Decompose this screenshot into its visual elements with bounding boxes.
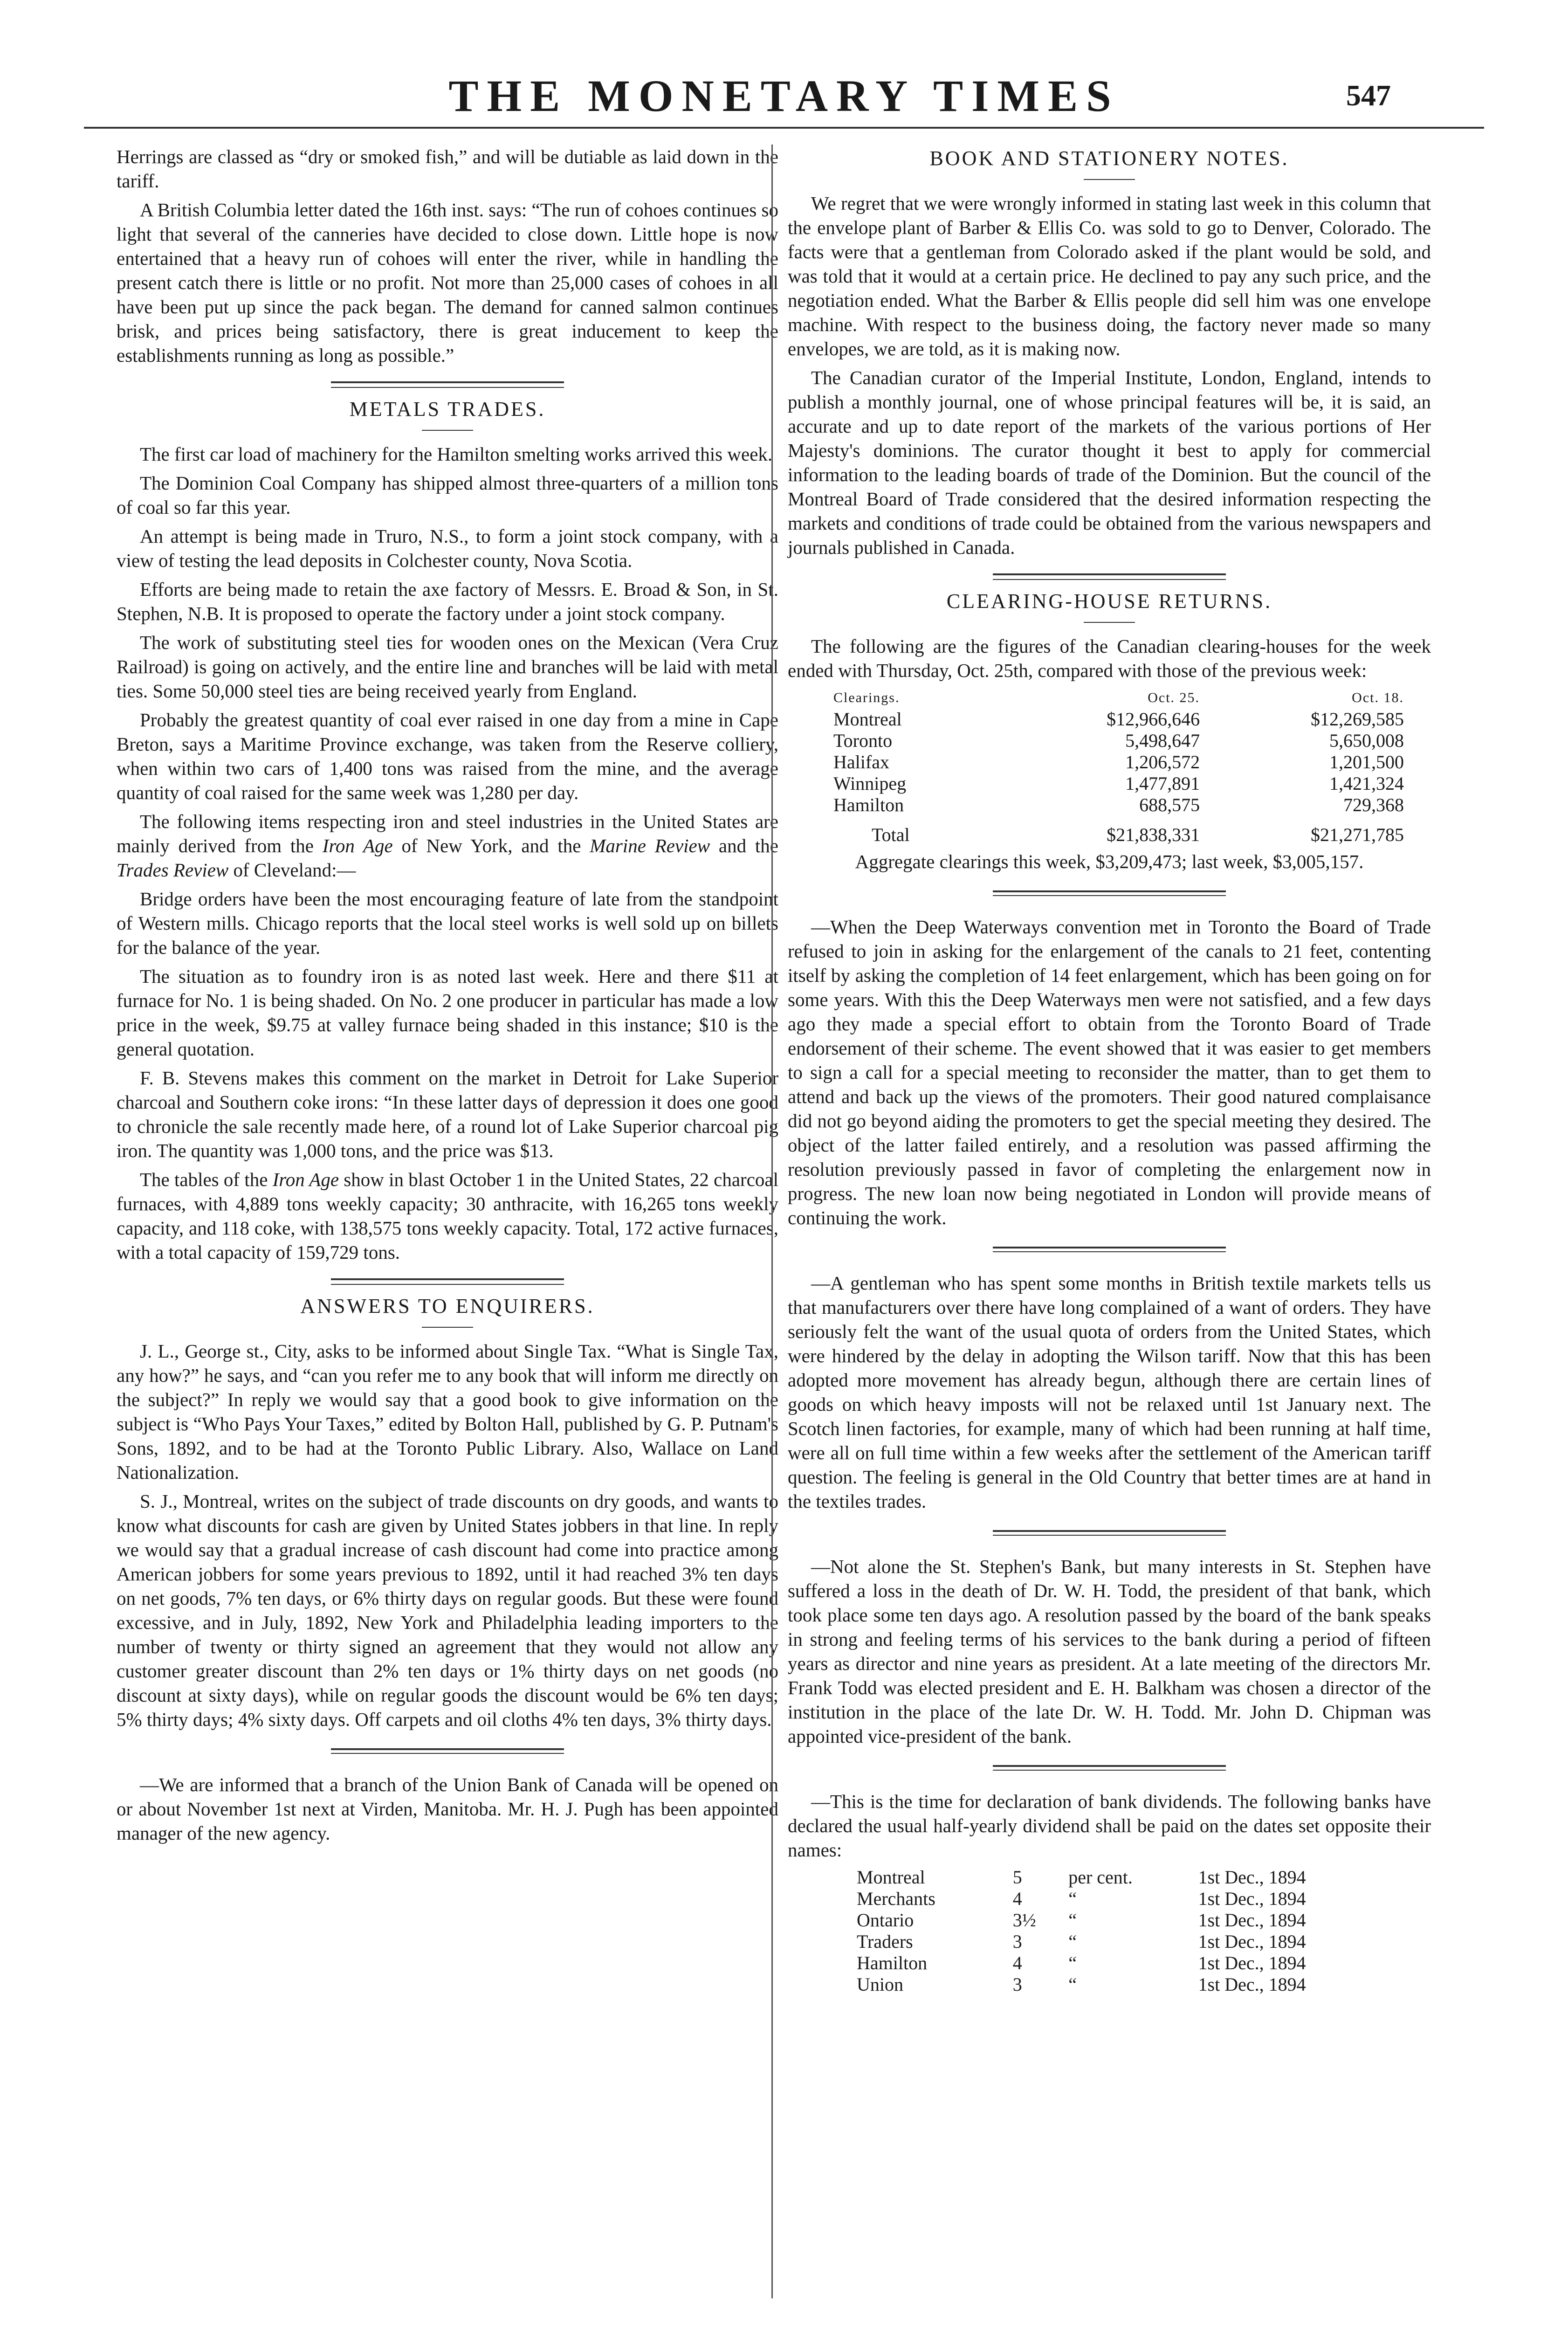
dividend-rate: 4 <box>1012 1952 1022 1973</box>
table-row <box>853 1867 1403 1888</box>
table-header: Oct. 25. <box>1148 690 1200 705</box>
paragraph: Probably the greatest quantity of coal ever raised in one day from a mine in Cape Breton, says a Maritime Province exchange, was taken from the Reserve colliery, when within two cars of 1,400 tons was raised from the mine, and the average quantity of coal raised for the same week was 1,280 per day. <box>117 709 778 803</box>
item-rule <box>993 1530 1226 1536</box>
paragraph: F. B. Stevens makes this comment on the market in Detroit for Lake Superior charcoal and Southern coke irons: “In these latter days of depression it does one good to chronicle the sale recently made here, of a round lot of Lake Superior charcoal pig iron. The quantity was 1,000 tons, and the price was $13. <box>117 1067 778 1161</box>
paragraph: Bridge orders have been the most encouraging feature of late from the standpoint of Western mills. Chicago reports that the local steel works is well sold up on billets for the balance of the year. <box>117 888 778 958</box>
paragraph: A British Columbia letter dated the 16th inst. says: “The run of cohoes continues so light that several of the canneries have decided to close down. Little hope is now entertained that a heavy run of cohoes will enter the river, while in handling the present catch there is little or no profit. Not more than 25,000 cases of cohoes in all have been put up since the pack began. The demand for canned salmon continues brisk, and prices being satisfactory, there is great inducement to keep the establishments running as long as possible.” <box>117 199 778 366</box>
item-rule <box>331 1748 564 1754</box>
bank-name: Hamilton <box>857 1952 928 1973</box>
publication-title: Iron Age <box>322 835 393 856</box>
dividend-date: 1st Dec., 1894 <box>1198 1931 1306 1952</box>
dividend-unit: “ <box>1068 1931 1077 1952</box>
section-heading-answers: ANSWERS TO ENQUIRERS. <box>300 1295 595 1317</box>
section-rule <box>331 381 564 388</box>
paragraph: An attempt is being made in Truro, N.S., to form a joint stock company, with a view of testing the lead deposits in Colchester county, Nova Scotia. <box>117 525 778 571</box>
table-row <box>830 794 1408 816</box>
table-cell-value: $12,269,585 <box>1311 709 1404 730</box>
paragraph: J. L., George st., City, asks to be informed about Single Tax. “What is Single Tax, any how?” he says, and “can you refer me to any book that will inform me directly on the subject?” In reply we would say that a good book to give information on the subject is “Who Pays Your Taxes,” edited by Bolton Hall, published by G. P. Putnam's Sons, 1892, and to be had at the Toronto Public Library. Also, Wallace on Land Nationalization. <box>117 1340 778 1483</box>
publication-title: Iron Age <box>272 1169 339 1190</box>
table-cell-value: 688,575 <box>1139 794 1200 815</box>
paragraph: The following are the figures of the Canadian clearing-houses for the week ended with Thursday, Oct. 25th, compared with those of the previous week: <box>788 635 1431 681</box>
table-cell-value: 1,477,891 <box>1125 773 1200 794</box>
right-column <box>788 145 1431 1995</box>
dividends-table <box>853 1867 1403 1995</box>
table-cell-value: 1,206,572 <box>1125 752 1200 772</box>
table-cell-city: Toronto <box>833 730 893 751</box>
table-cell-city: Hamilton <box>833 794 904 815</box>
dividend-unit: “ <box>1068 1952 1077 1973</box>
table-cell-value: 1,201,500 <box>1329 752 1404 772</box>
paragraph: We regret that we were wrongly informed in stating last week in this column that the envelope plant of Barber & Ellis Co. was sold to go to Denver, Colorado. The facts were that a gentleman from Colorado asked if the plant would be sold, and was told that it would at a certain price. He declined to pay any such price, and the negotiation ended. What the Barber & Ellis people did sell him was one envelope machine. With respect to the business doing, the factory never made so many envelopes, we are told, as it is making now. <box>788 193 1431 359</box>
paragraph: —This is the time for declaration of bank dividends. The following banks have declared the usual half-yearly dividend shall be paid on the dates set opposite their names: <box>788 1791 1431 1861</box>
paragraph: The first car load of machinery for the Hamilton smelting works arrived this week. <box>140 443 773 465</box>
text-run: of New York, and the <box>392 835 590 856</box>
dividend-unit: per cent. <box>1068 1867 1133 1888</box>
heading-underline <box>1084 179 1135 180</box>
table-cell-value: 5,498,647 <box>1125 730 1200 751</box>
section-heading-book: BOOK AND STATIONERY NOTES. <box>929 147 1289 170</box>
publication-title: Marine Review <box>590 835 710 856</box>
paragraph: The situation as to foundry iron is as noted last week. Here and there $11 at furnace for No. 1 is being shaded. On No. 2 one producer in particular has made a low price in the week, $9.75 at valley furnace being shaded in this instance; $10 is the general quotation. <box>117 966 778 1060</box>
dividend-rate: 3 <box>1012 1974 1022 1995</box>
text-run: and the <box>710 835 778 856</box>
table-cell-city: Montreal <box>833 709 902 730</box>
table-header: Oct. 18. <box>1352 690 1404 705</box>
section-rule <box>993 573 1226 580</box>
table-cell-city: Halifax <box>833 752 889 772</box>
bank-name: Traders <box>857 1931 913 1952</box>
dividend-rate: 3½ <box>1012 1910 1036 1931</box>
publication-title: Trades Review <box>117 859 229 881</box>
paragraph: —We are informed that a branch of the Union Bank of Canada will be opened on or about November 1st next at Virden, Manitoba. Mr. H. J. Pugh has been appointed manager of the new agency. <box>117 1774 778 1844</box>
paragraph: The Canadian curator of the Imperial Institute, London, England, intends to publish a monthly journal, one of whose principal features will be, it is said, an accurate and up to date report of the markets of the various portions of Her Majesty's dominions. The curator thought it best to apply for commercial information to the leading boards of trade of the Dominion. But the council of the Montreal Board of Trade considered that the desired information respecting the markets and conditions of trade could be obtained from the various newspapers and journals published in Canada. <box>788 367 1431 558</box>
table-row <box>830 709 1408 730</box>
table-cell-value: 5,650,008 <box>1329 730 1404 751</box>
section-rule <box>331 1278 564 1285</box>
dividend-rate: 4 <box>1012 1888 1022 1909</box>
table-header-row <box>830 687 1408 709</box>
paragraph-iron-tables <box>117 1167 778 1264</box>
text-run: The following items respecting iron and steel industries in the United States are mainly derived from the <box>117 811 778 856</box>
paragraph: —When the Deep Waterways convention met in Toronto the Board of Trade refused to join in asking for the enlargement of the canals to 21 feet, contenting itself by asking the completion of 14 feet enlargement, which has been going on for some years. With this the Deep Waterways men were not satisfied, and a few days ago they made a special effort to obtain from the Toronto Board of Trade endorsement of their scheme. The event showed that it was easier to get members to sign a call for a special meeting to reconsider the matter, than to get them to attend and back up the views of the promoters. Their good natured complaisance did not go beyond aiding the promoters to get the special meeting they desired. The object of the latter failed entirely, and a resolution was passed affirming the resolution previously passed in favor of completing the enlargement now in progress. The new loan now being negotiated in London will provide means of continuing the work. <box>788 916 1431 1228</box>
paragraph: Herrings are classed as “dry or smoked fish,” and will be dutiable as laid down in the tariff. <box>117 146 778 192</box>
heading-underline <box>1084 622 1135 623</box>
aggregate-clearings: Aggregate clearings this week, $3,209,473; last week, $3,005,157. <box>855 851 1364 872</box>
table-row <box>853 1931 1403 1952</box>
dividend-unit: “ <box>1068 1888 1077 1909</box>
masthead <box>0 70 1568 135</box>
paragraph-iron-intro <box>117 809 778 882</box>
table-total-label: Total <box>872 824 910 845</box>
masthead-rule <box>84 127 1484 129</box>
bank-name: Merchants <box>857 1888 935 1909</box>
item-rule <box>993 890 1226 896</box>
dividend-unit: “ <box>1068 1974 1077 1995</box>
page-number: 547 <box>1346 79 1391 112</box>
table-row <box>853 1952 1403 1974</box>
table-cell-value: 729,368 <box>1343 794 1404 815</box>
text-run: The tables of the <box>140 1169 273 1190</box>
left-column <box>117 145 778 1850</box>
paragraph: S. J., Montreal, writes on the subject of trade discounts on dry goods, and wants to know what discounts for cash are given by United States jobbers in that line. In reply we would say that a gradual increase of cash discount had come into practice among American jobbers for some years previous to 1892, until it had reached 3% ten days on net goods, 7% ten days, or 6% thirty days on regular goods. But these were found excessive, and in July, 1892, New York and Philadelphia leading importers to the number of twenty or thirty signed an agreement that they would not allow any customer greater discount than 2% ten days or 1% thirty days on net goods (no discount at sixty days), while on regular goods the discount would be 6% ten days; 5% thirty days; 4% sixty days. Off carpets and oil cloths 4% ten days, 3% thirty days. <box>117 1490 778 1730</box>
clearing-table <box>830 687 1408 846</box>
dividend-date: 1st Dec., 1894 <box>1198 1952 1306 1973</box>
bank-name: Ontario <box>857 1910 914 1931</box>
dividend-rate: 5 <box>1012 1867 1022 1888</box>
section-heading-metals: METALS TRADES. <box>349 398 546 421</box>
dividend-date: 1st Dec., 1894 <box>1198 1974 1306 1995</box>
paragraph: The work of substituting steel ties for wooden ones on the Mexican (Vera Cruz Railroad) is going on actively, and the entire line and branches will be laid with metal ties. Some 50,000 steel ties are being received yearly from England. <box>117 632 778 702</box>
paragraph: Efforts are being made to retain the axe factory of Messrs. E. Broad & Son, in St. Stephen, N.B. It is proposed to operate the factory under a joint stock company. <box>117 579 778 624</box>
text-run: show in blast October 1 in the United States, 22 charcoal furnaces, with 4,889 tons weekly capacity; 30 anthracite, with 16,265 tons weekly capacity, and 118 coke, with 138,575 tons weekly capacity. Total, 172 active furnaces, with a total capacity of 159,729 tons. <box>117 1169 778 1263</box>
table-row <box>853 1910 1403 1931</box>
paragraph: —A gentleman who has spent some months in British textile markets tells us that manufacturers over there have long complained of a want of orders. They have seriously felt the want of the usual quota of orders from the United States, which were hindered by the delay in adopting the Wilson tariff. Now that this has been adopted more movement has already begun, although there are certain lines of goods on which heavy imposts will not be relaxed until 1st January next. The Scotch linen factories, for example, many of which had been running at half time, were all on full time within a few weeks after the settlement of the American tariff question. The feeling is general in the Old Country that better times are at hand in the textiles trades. <box>788 1272 1431 1512</box>
bank-name: Union <box>857 1974 903 1995</box>
table-header: Clearings. <box>833 690 900 705</box>
text-run: of Cleveland:— <box>228 859 356 881</box>
table-row <box>830 773 1408 794</box>
dividend-date: 1st Dec., 1894 <box>1198 1888 1306 1909</box>
heading-underline <box>422 430 473 431</box>
item-rule <box>993 1765 1226 1771</box>
dividend-rate: 3 <box>1012 1931 1022 1952</box>
heading-underline <box>422 1327 473 1328</box>
paragraph: The Dominion Coal Company has shipped almost three-quarters of a million tons of coal so far this year. <box>117 472 778 518</box>
table-cell-city: Winnipeg <box>833 773 907 794</box>
bank-name: Montreal <box>857 1867 925 1888</box>
dividend-date: 1st Dec., 1894 <box>1198 1910 1306 1931</box>
table-total-value: $21,271,785 <box>1311 824 1404 845</box>
paragraph: —Not alone the St. Stephen's Bank, but many interests in St. Stephen have suffered a loss in the death of Dr. W. H. Todd, the president of that bank, which took place some ten days ago. A resolution passed by the board of the bank speaks in strong and feeling terms of his services to the bank during a period of fifteen years as director and nine years as president. At a late meeting of the directors Mr. Frank Todd was elected president and E. H. Balkham was chosen a director of the institution in the place of the late Dr. W. H. Todd. Mr. John D. Chipman was appointed vice-president of the bank. <box>788 1556 1431 1747</box>
dividend-unit: “ <box>1068 1910 1077 1931</box>
masthead-title: THE MONETARY TIMES <box>448 71 1120 121</box>
dividend-date: 1st Dec., 1894 <box>1198 1867 1306 1888</box>
table-cell-value: 1,421,324 <box>1329 773 1404 794</box>
column-divider <box>771 145 773 2298</box>
table-row <box>830 730 1408 752</box>
table-total-value: $21,838,331 <box>1107 824 1200 845</box>
item-rule <box>993 1247 1226 1252</box>
table-row <box>830 752 1408 773</box>
section-heading-clearing: CLEARING-HOUSE RETURNS. <box>946 590 1272 613</box>
table-row <box>853 1974 1403 1995</box>
table-cell-value: $12,966,646 <box>1107 709 1200 730</box>
table-row <box>853 1888 1403 1910</box>
table-total-row <box>830 816 1408 846</box>
